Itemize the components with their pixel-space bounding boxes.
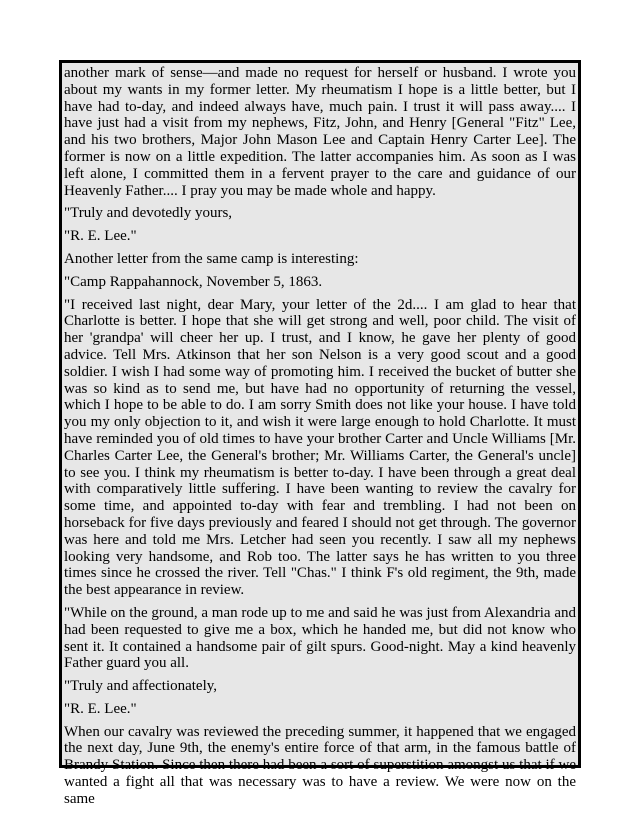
paragraph-7: "While on the ground, a man rode up to me and said he was just from Alexandria and had been requested to give me a box, which he handed me, but did not know who sent it. It contained a handsome pair of gilt spurs. Good-night. May a kind heavenly Father guard you all.: [64, 604, 576, 672]
paragraph-4: Another letter from the same camp is interesting:: [64, 250, 359, 267]
document-body: [64, 65, 576, 814]
page-frame: [59, 60, 581, 807]
paragraph-3: "R. E. Lee.": [64, 228, 137, 245]
paragraph-1: another mark of sense—and made no request for herself or husband. I wrote you about my wants in my former letter. My rheumatism I hope is a little better, but I have had to-day, and indeed always have, much pain. I trust it will pass away.... I have just had a visit from my nephews, Fitz, John, and Henry [General "Fitz" Lee, and his two brothers, Major John Mason Lee and Captain Henry Carter Lee]. The former is now on a little expedition. The latter accompanies him. As soon as I was left alone, I committed them in a fervent prayer to the care and guidance of our Heavenly Father.... I pray you may be made whole and happy.: [64, 65, 576, 199]
paragraph-6: "I received last night, dear Mary, your letter of the 2d.... I am glad to hear that Charlotte is better. I hope that she will get strong and well, poor child. The visit of her 'grandpa' will cheer her up. I trust, and I know, he gave her plenty of good advice. Tell Mrs. Atkinson that her son Nelson is a very good scout and a good soldier. I wish I had some way of promoting him. I received the bucket of butter she was so kind as to send me, but have had no opportunity of returning the vessel, which I hope to be able to do. I am sorry Smith does not like your house. I have told you my only objection to it, and wish it were large enough to hold Charlotte. It must have reminded you of old times to have your brother Carter and Uncle Williams [Mr. Charles Carter Lee, the General's brother; Mr. Williams Carter, the General's uncle] to see you. I think my rheumatism is better to-day. I have been through a great deal with comparatively little suffering. I have been wanting to review the cavalry for some time, and appointed to-day with fear and trembling. I had not been on horseback for five days previously and feared I should not get through. The governor was here and told me Mrs. Letcher had seen you recently. I saw all my nephews looking very handsome, and Rob too. The latter says he has written to you three times since he crossed the river. Tell "Chas." I think F's old regiment, the 9th, made the best appearance in review.: [64, 296, 576, 599]
paragraph-5: "Camp Rappahannock, November 5, 1863.: [64, 273, 323, 290]
paragraph-10: When our cavalry was reviewed the preceding summer, it happened that we engaged the next day, June 9th, the enemy's entire force of that arm, in the famous battle of Brandy Station. Since then there had been a sort of superstition amongst us that if we wanted a fight all that was necessary was to have a review. We were now on the same: [64, 723, 576, 807]
paragraph-8: "Truly and affectionately,: [64, 678, 218, 695]
paragraph-9: "R. E. Lee.": [64, 700, 137, 717]
paragraph-2: "Truly and devotedly yours,: [64, 205, 233, 222]
